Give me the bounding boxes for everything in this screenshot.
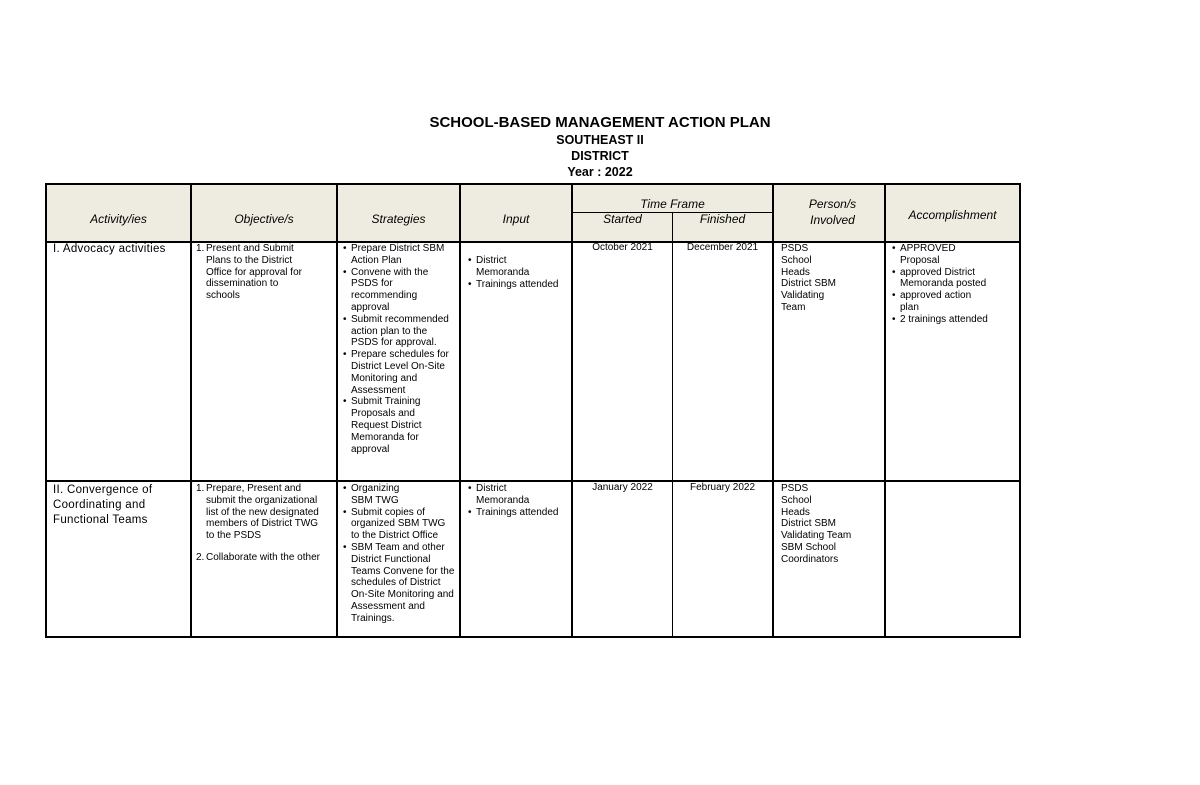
row1-accomplishment-3: • approved action plan	[892, 290, 1017, 314]
row2-input-1: • District Memoranda	[468, 483, 568, 507]
row1-person-4: District SBM	[781, 278, 836, 290]
row1-person-1: PSDS	[781, 243, 809, 254]
header-activity: Activity/ies	[90, 212, 147, 226]
action-plan-table	[45, 183, 1021, 638]
row1-input-2: • Trainings attended	[468, 279, 568, 291]
col-line-8	[1019, 183, 1021, 638]
row1-objectives	[196, 243, 306, 302]
row1-started: October 2021	[592, 242, 653, 253]
row2-objective-2-num: 2.	[196, 551, 205, 563]
row1-activity: I. Advocacy activities	[53, 243, 166, 255]
row1-person-6: Team	[781, 301, 806, 313]
row1-accomplishments	[892, 243, 1017, 326]
row2-started: January 2022	[592, 482, 653, 493]
row2-person-1: PSDS	[781, 483, 809, 494]
col-line-6	[772, 183, 774, 638]
row2-objective-1-text: Prepare, Present and submit the organizational list of the new designated members of District TWG to the PSDS	[206, 483, 319, 542]
row1-strategies	[343, 243, 457, 455]
district-name: SOUTHEAST II	[556, 133, 644, 147]
col-line-2	[336, 183, 338, 638]
header-time-frame: Time Frame	[640, 197, 705, 211]
row2-finished: February 2022	[689, 482, 756, 493]
row2-person-2: School	[781, 494, 812, 506]
year-label: Year : 2022	[567, 165, 633, 179]
document-title: SCHOOL-BASED MANAGEMENT ACTION PLAN	[429, 114, 771, 131]
row1-objective-1-num: 1.	[196, 243, 205, 254]
row1-strategy-5: • Submit Training Proposals and Request District Memoranda for approval	[343, 396, 457, 455]
row1-persons	[781, 243, 881, 314]
row1-strategy-4: • Prepare schedules for District Level On-Site Monitoring and Assessment	[343, 349, 457, 396]
row2-activity: II. Convergence of Coordinating and Functional Teams	[53, 484, 153, 526]
row2-objective-1	[196, 483, 334, 542]
row2-person-7: Coordinators	[781, 553, 839, 565]
row1-objective-1-text: Present and Submit Plans to the District Office for approval for dissemination to schools	[206, 243, 302, 302]
row2-objective-2-text: Collaborate with the other	[206, 551, 320, 563]
row1-inputs	[468, 255, 568, 290]
header-input: Input	[502, 212, 530, 226]
row2-strategy-1: • Organizing SBM TWG	[343, 483, 457, 507]
row2-persons	[781, 483, 881, 566]
row2-objectives	[196, 483, 334, 564]
row1-person-3: Heads	[781, 266, 810, 278]
col-line-3	[459, 183, 461, 638]
row2-strategies	[343, 483, 457, 625]
header-accomplishment: Accomplishment	[908, 208, 997, 222]
row2-person-4: District SBM	[781, 518, 836, 530]
row1-objective-1	[196, 243, 306, 302]
row1-strategy-2: • Convene with the PSDS for recommending approval	[343, 267, 457, 314]
row1-strategy-1: • Prepare District SBM Action Plan	[343, 243, 457, 267]
row1-finished: December 2021	[686, 242, 759, 253]
col-line-7	[884, 183, 886, 638]
row2-person-5: Validating Team	[781, 530, 852, 542]
row2-strategy-2: • Submit copies of organized SBM TWG to the District Office	[343, 507, 457, 542]
row1-input-1: • District Memoranda	[468, 255, 568, 279]
header-started: Started	[603, 212, 642, 226]
header-objective: Objective/s	[234, 212, 294, 226]
col-line-5	[672, 213, 673, 638]
header-finished: Finished	[699, 212, 746, 226]
row1-person-2: School	[781, 254, 812, 266]
row1-accomplishment-2: • approved District Memoranda posted	[892, 267, 1017, 291]
col-line-0	[45, 183, 47, 638]
col-line-1	[190, 183, 192, 638]
row1-person-5: Validating	[781, 290, 825, 302]
row1-strategy-3: • Submit recommended action plan to the PSDS for approval.	[343, 314, 457, 349]
row2-person-6: SBM School	[781, 541, 837, 553]
row2-input-2: • Trainings attended	[468, 507, 568, 519]
row2-objective-1-num: 1.	[196, 483, 205, 494]
row2-inputs	[468, 483, 568, 518]
header-persons: Person/s Involved	[808, 197, 857, 227]
header-strategies: Strategies	[371, 212, 426, 226]
row1-accomplishment-1: • APPROVED Proposal	[892, 243, 1017, 267]
row1-accomplishment-4: • 2 trainings attended	[892, 314, 1017, 326]
row2-person-3: Heads	[781, 506, 810, 518]
district-label: DISTRICT	[571, 149, 629, 163]
row2-objective-spacer	[196, 542, 334, 552]
row2-strategy-3: • SBM Team and other District Functional Teams Convene for the schedules of District On-Site Monitoring and Assessment and Trainings.	[343, 542, 457, 625]
row2-objective-2	[196, 552, 334, 564]
